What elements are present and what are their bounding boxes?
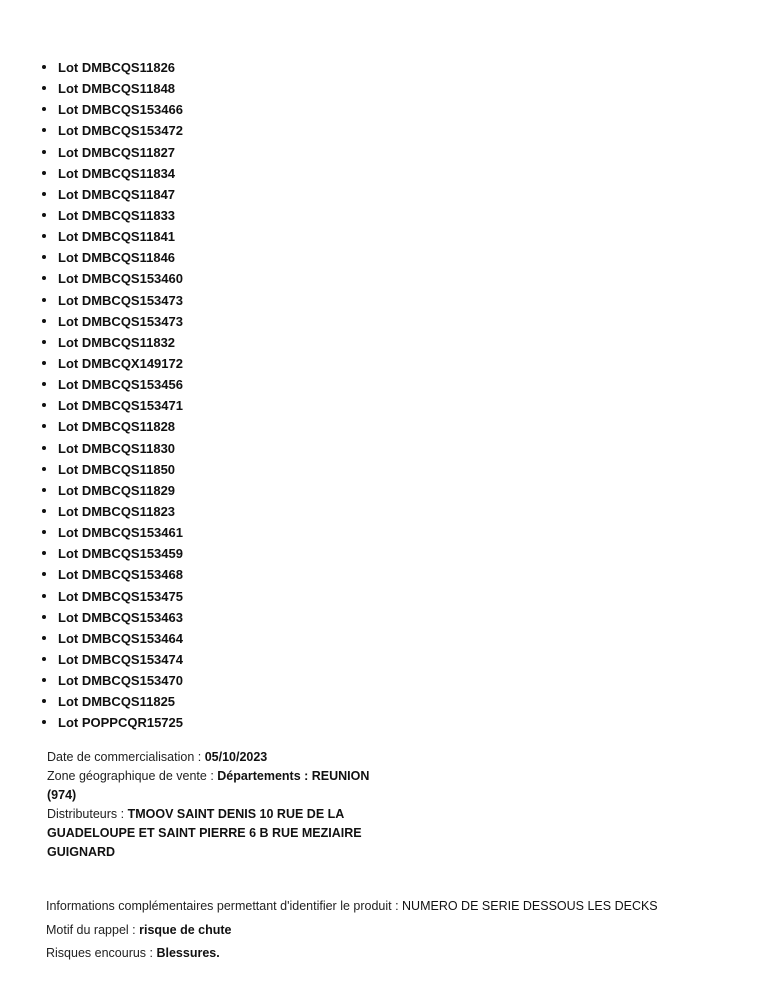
lot-item: Lot DMBCQS11830 — [40, 438, 183, 459]
lot-item: Lot DMBCQS11828 — [40, 416, 183, 437]
lot-item: Lot DMBCQS153471 — [40, 395, 183, 416]
lot-item: Lot DMBCQS11850 — [40, 459, 183, 480]
product-identification — [46, 895, 746, 919]
lot-item: Lot DMBCQS11848 — [40, 78, 183, 99]
lot-item: Lot DMBCQS11834 — [40, 163, 183, 184]
lot-item: Lot DMBCQS153461 — [40, 522, 183, 543]
zone-value: Départements : REUNION (974) — [47, 769, 370, 802]
zone-label: Zone géographique de vente : — [47, 769, 218, 783]
lot-item: Lot DMBCQS11827 — [40, 142, 183, 163]
lot-item: Lot DMBCQS11846 — [40, 247, 183, 268]
lot-item: Lot DMBCQS153473 — [40, 290, 183, 311]
sales-zone — [47, 767, 377, 805]
recall-details — [46, 895, 746, 966]
lot-item: Lot DMBCQS153466 — [40, 99, 183, 120]
lot-item: Lot DMBCQS11826 — [40, 57, 183, 78]
date-value: 05/10/2023 — [204, 750, 268, 764]
lot-item: Lot DMBCQS11832 — [40, 332, 183, 353]
lot-item: Lot DMBCQS153456 — [40, 374, 183, 395]
risks — [46, 942, 746, 966]
date-label: Date de commercialisation : — [47, 750, 205, 764]
lot-item: Lot DMBCQS11847 — [40, 184, 183, 205]
lot-item: Lot DMBCQS153475 — [40, 586, 183, 607]
identification-value: NUMERO DE SERIE DESSOUS LES DECKS — [402, 899, 658, 913]
recall-reason — [46, 919, 746, 943]
lot-item: Lot DMBCQS153473 — [40, 311, 183, 332]
reason-value: risque de chute — [139, 922, 232, 937]
identification-label: Informations complémentaires permettant d'identifier le produit : — [46, 899, 403, 913]
lot-item: Lot DMBCQS11829 — [40, 480, 183, 501]
commercialisation-info — [47, 748, 377, 862]
lot-item: Lot DMBCQS11823 — [40, 501, 183, 522]
lot-item: Lot DMBCQS153464 — [40, 628, 183, 649]
distributors — [47, 805, 377, 862]
lot-list — [40, 57, 183, 734]
lot-item: Lot DMBCQS11841 — [40, 226, 183, 247]
lot-item: Lot DMBCQX149172 — [40, 353, 183, 374]
lot-item: Lot DMBCQS153470 — [40, 670, 183, 691]
distributors-label: Distributeurs : — [47, 807, 128, 821]
lot-item: Lot DMBCQS153459 — [40, 543, 183, 564]
lot-item: Lot POPPCQR15725 — [40, 712, 183, 733]
risks-value: Blessures. — [156, 946, 220, 960]
lot-item: Lot DMBCQS11833 — [40, 205, 183, 226]
lot-item: Lot DMBCQS153460 — [40, 268, 183, 289]
lot-item: Lot DMBCQS153474 — [40, 649, 183, 670]
risks-label: Risques encourus : — [46, 946, 157, 960]
lot-item: Lot DMBCQS153463 — [40, 607, 183, 628]
lot-item: Lot DMBCQS153472 — [40, 120, 183, 141]
distributors-value: TMOOV SAINT DENIS 10 RUE DE LA GUADELOUPE ET SAINT PIERRE 6 B RUE MEZIAIRE GUIGNARD — [47, 807, 362, 859]
commercialisation-date — [47, 748, 377, 767]
lot-item: Lot DMBCQS11825 — [40, 691, 183, 712]
lot-item: Lot DMBCQS153468 — [40, 564, 183, 585]
reason-label: Motif du rappel : — [46, 922, 140, 937]
